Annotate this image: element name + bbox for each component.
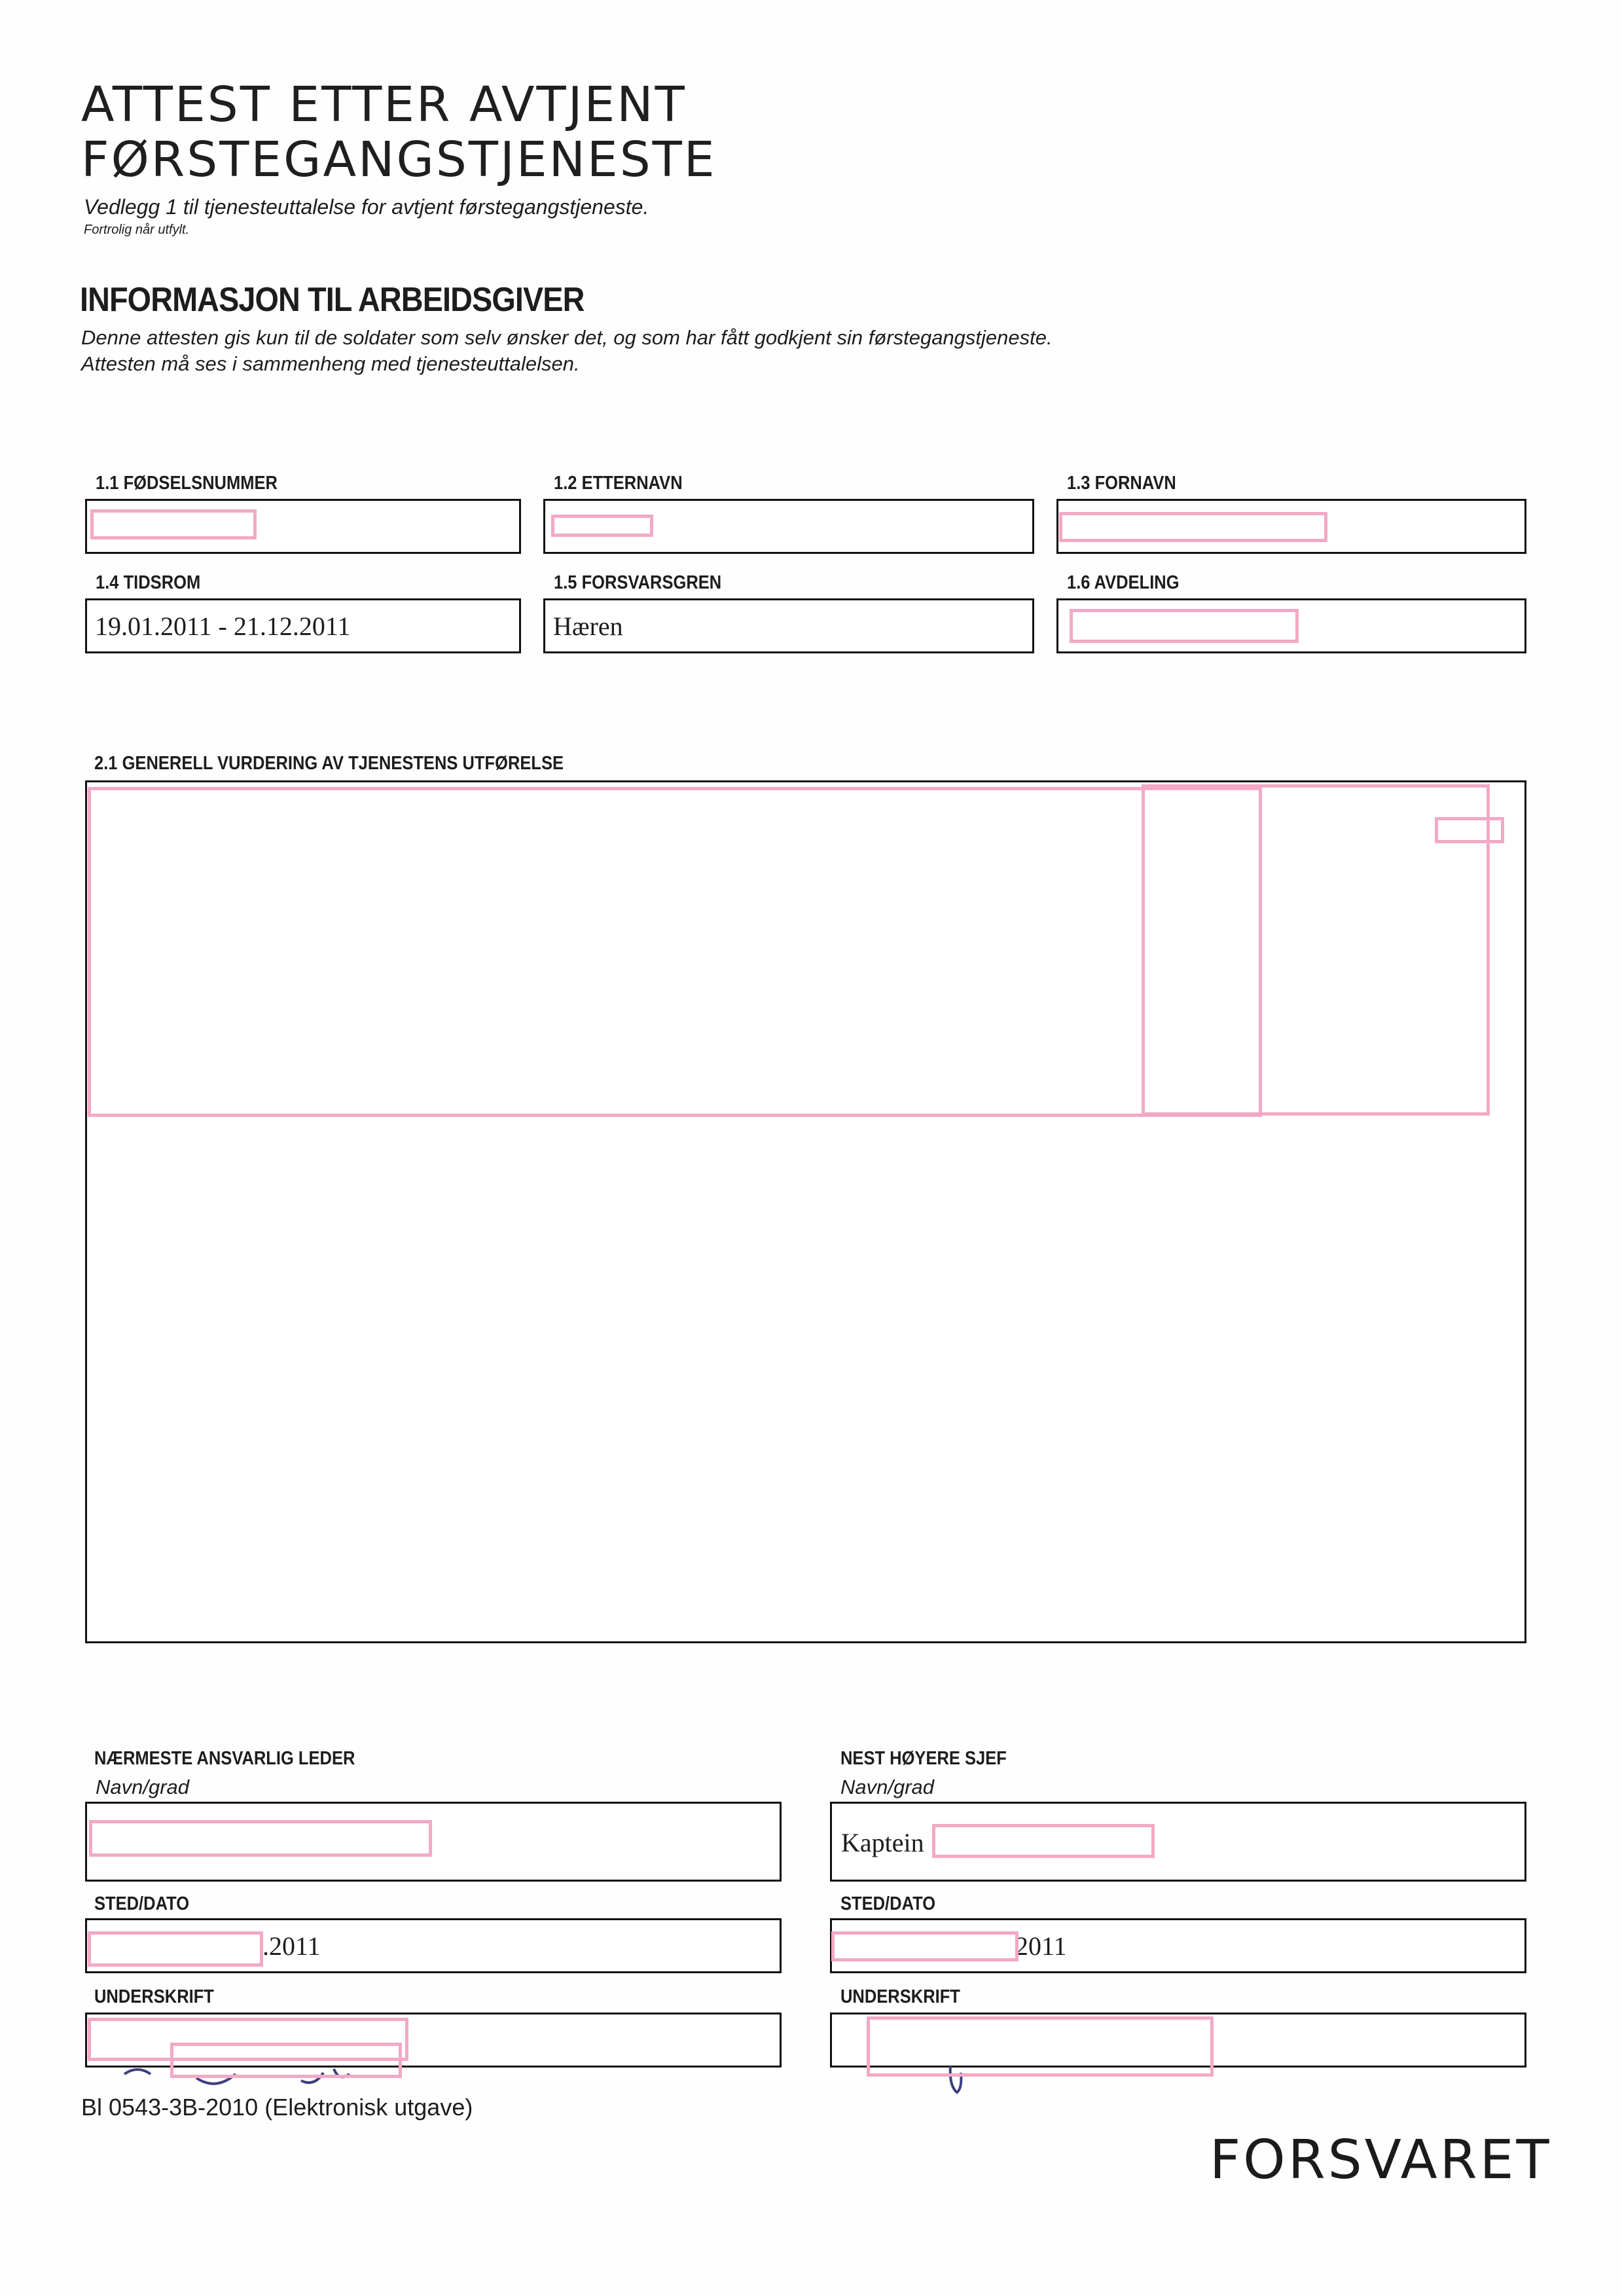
forsvaret-logo: FORSVARET bbox=[1210, 2129, 1552, 2191]
redaction-sjef-underskrift bbox=[867, 2016, 1214, 2077]
redaction-fornavn bbox=[1059, 512, 1327, 542]
form-title bbox=[81, 77, 717, 187]
redaction-leder-sted bbox=[88, 1931, 263, 1967]
label-fornavn: 1.3 FORNAVN bbox=[1067, 473, 1176, 494]
info-description bbox=[81, 325, 1053, 377]
label-navn-grad-right: Navn/grad bbox=[840, 1776, 935, 1798]
form-subtitle: Vedlegg 1 til tjenesteuttalelse for avtjent førstegangstjeneste. bbox=[84, 195, 649, 219]
label-tidsrom: 1.4 TIDSROM bbox=[96, 572, 201, 593]
label-sted-dato-right: STED/DATO bbox=[840, 1893, 936, 1914]
form-title-line1: ATTEST ETTER AVTJENT bbox=[81, 77, 687, 133]
field-tidsrom[interactable] bbox=[85, 598, 521, 653]
value-leder-sted-dato: .2011 bbox=[262, 1931, 321, 1961]
redaction-leder-navn bbox=[89, 1820, 432, 1857]
label-underskrift-right: UNDERSKRIFT bbox=[840, 1986, 960, 2007]
label-etternavn: 1.2 ETTERNAVN bbox=[554, 473, 683, 494]
field-forsvarsgren[interactable] bbox=[543, 598, 1034, 653]
info-line-1: Denne attesten gis kun til de soldater som selv ønsker det, og som har fått godkjent sin førstegangstjeneste. bbox=[81, 326, 1053, 349]
value-sjef-navn: Kaptein bbox=[841, 1828, 924, 1857]
redaction-leder-underskrift-2 bbox=[170, 2043, 402, 2078]
value-tidsrom: 19.01.2011 - 21.12.2011 bbox=[95, 611, 351, 641]
label-underskrift-left: UNDERSKRIFT bbox=[94, 1986, 214, 2007]
label-navn-grad-left: Navn/grad bbox=[96, 1776, 190, 1798]
label-avdeling: 1.6 AVDELING bbox=[1067, 572, 1180, 593]
form-title-line2: FØRSTEGANGSTJENESTE bbox=[81, 132, 717, 188]
label-generell-vurdering: 2.1 GENERELL VURDERING AV TJENESTENS UTFØRELSE bbox=[94, 753, 564, 774]
info-line-2: Attesten må ses i sammenheng med tjenesteuttalelsen. bbox=[81, 352, 580, 375]
info-heading: INFORMASJON TIL ARBEIDSGIVER bbox=[80, 281, 585, 319]
label-nest-hoyere-sjef: NEST HØYERE SJEF bbox=[840, 1748, 1007, 1769]
redaction-sjef-sted bbox=[831, 1931, 1018, 1961]
label-forsvarsgren: 1.5 FORSVARSGREN bbox=[554, 572, 722, 593]
value-sjef-sted-dato: 2011 bbox=[1015, 1931, 1067, 1961]
form-code: Bl 0543-3B-2010 (Elektronisk utgave) bbox=[81, 2094, 473, 2121]
redaction-assessment-mark bbox=[1435, 817, 1504, 843]
redaction-avdeling bbox=[1070, 609, 1299, 643]
label-naermeste-leder: NÆRMESTE ANSVARLIG LEDER bbox=[94, 1748, 355, 1769]
label-fodselsnummer: 1.1 FØDSELSNUMMER bbox=[96, 473, 278, 494]
value-forsvarsgren: Hæren bbox=[553, 611, 623, 641]
redaction-fodselsnummer bbox=[90, 509, 257, 539]
redaction-assessment-text bbox=[88, 787, 1262, 1117]
redaction-etternavn bbox=[551, 515, 653, 537]
confidential-note: Fortrolig når utfylt. bbox=[84, 223, 190, 237]
redaction-sjef-navn bbox=[932, 1824, 1155, 1858]
label-sted-dato-left: STED/DATO bbox=[94, 1893, 190, 1914]
